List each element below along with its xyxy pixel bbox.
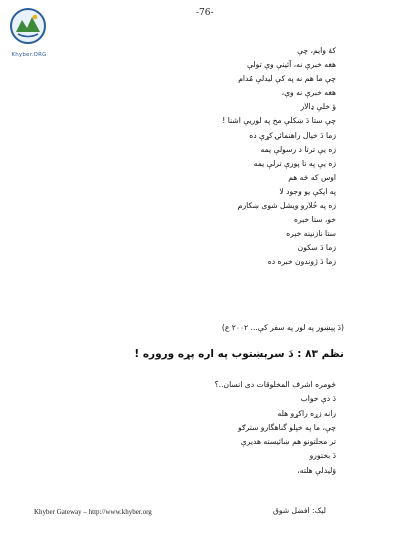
poem-line: زه يې په تا پورې ترلې يمه [253,158,336,168]
poem-line: اوس که څه هم [288,172,336,182]
poem-line: وَليدلې هلته، [297,465,336,475]
poem-line: زما دَ ژوندون خبره ده [267,257,336,267]
poem-line: دَ دې خواب [300,394,336,404]
logo-text: Khyber.ORG [11,52,47,58]
poem-line: تر محلتونو هم ښائیسته هدیرې [240,437,336,447]
poem-line: خو، ستا خبره [293,215,336,225]
poem-line: ستا نازنینه خبره [286,229,336,239]
khyber-logo [8,6,48,50]
page-number: -76- [196,8,214,18]
poem-title: نظم ۸۳ : دَ سرېښتوب په اره پړه وروره ! [134,348,344,360]
poem-line: زه په خُلارو ویشل شوی ښکارم [237,201,336,211]
poem-line: څومره اشرف المخلوقات دی انسان..؟ [214,380,336,389]
poem-line: زه يې ترتا د رسولې یمه [260,144,336,154]
footer-author: لیک: افضل شوق [272,506,326,515]
poem-line: چې ستا دَ ښکلې مخ په لوريې اشنا ! [222,116,336,126]
khyber-logo-icon [8,6,48,50]
poem-line: په ایکې يو وجود لا [279,186,336,196]
poem-line: رانه زړه راکړو هله [277,408,336,418]
poem-block [76,44,336,270]
poem-line: زما دَ خیال راهنمائۍ کړې ده [249,130,336,140]
poem-line: هغه خبرې نه وې، [281,88,336,98]
poem-line: ؤ خلې ډالار [300,102,336,112]
poem-line: چې ما هم نه په کې لیدلې مُدام [238,74,336,84]
poem-line: دَ بختورو [309,451,336,461]
poem-line: کهٔ وایم، چې [297,46,336,55]
place-date: (دَ پېښور په لور په سفر کې... ۲۰۰۲ ع) [221,323,344,332]
poem-line: زما دَ سکون [297,243,336,253]
poem2-block [76,378,336,478]
footer-site-link[interactable]: Khyber Gateway – http://www.khyber.org [34,508,152,516]
poem-line: هغه خبرې نه، آئینې وې تولې [247,60,336,70]
poem-line: چې، ما په خپلو گناهگارو سترګو [238,422,336,432]
